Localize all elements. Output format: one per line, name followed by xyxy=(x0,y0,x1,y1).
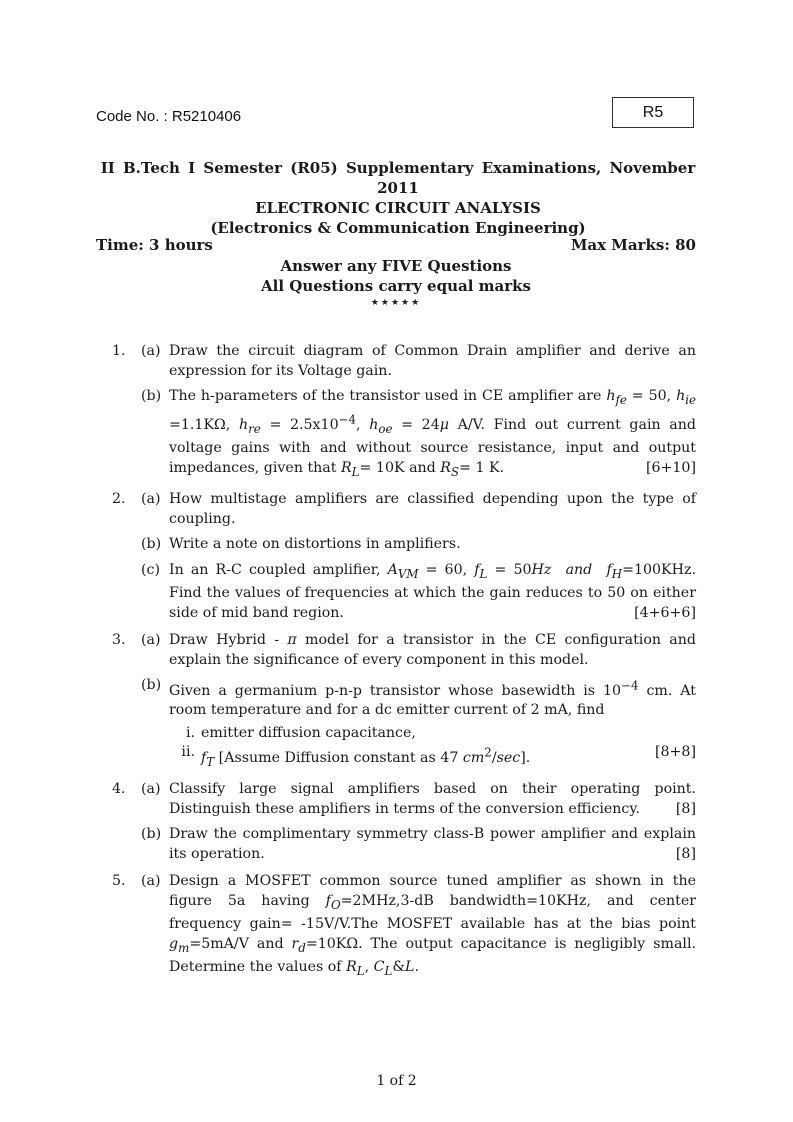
stars-divider: ★★★★★ xyxy=(370,298,422,308)
part-text: How multistage amplifiers are classified depending upon the type of coupling. xyxy=(169,491,696,527)
question-3 xyxy=(112,631,696,772)
marks-label: [8+8] xyxy=(654,744,696,761)
part-text: Draw the complimentary symmetry class-B power amplifier and explain its operation. xyxy=(169,826,696,862)
part-label: (b) xyxy=(141,677,162,694)
marks-label: [4+6+6] xyxy=(634,604,696,621)
page-number: 1 of 2 xyxy=(376,1073,417,1089)
marks-label: [8] xyxy=(675,845,696,862)
part-label: (a) xyxy=(141,781,161,798)
part-text: Draw Hybrid - π model for a transistor in the CE configuration and explain the significance of every component in this model. xyxy=(169,632,696,668)
sub-item xyxy=(177,724,696,744)
question-part xyxy=(112,872,696,981)
part-text: Write a note on distortions in amplifiers. xyxy=(169,536,461,553)
part-label: (a) xyxy=(141,632,161,649)
part-text: In an R-C coupled amplifier, $A_{VM} = 60$, $f_L = 50Hz$ and $f_H=100KHz$. Find the values of frequencies at which the gain reduces to 50 on either side of mid band region. xyxy=(169,561,696,621)
question-part xyxy=(112,535,696,555)
marks-label: [6+10] xyxy=(645,459,696,476)
exam-title: II B.Tech I Semester (R05) Supplementary Examinations, November 2011 xyxy=(100,159,696,197)
instruction-marks: All Questions carry equal marks xyxy=(261,277,531,295)
question-number: 2. xyxy=(112,491,126,508)
question-part xyxy=(112,676,696,772)
question-number: 1. xyxy=(112,343,126,359)
question-part xyxy=(112,825,696,864)
part-label: (a) xyxy=(141,491,161,508)
question-number: 5. xyxy=(112,873,126,890)
code-number: Code No. : R5210406 xyxy=(96,108,242,125)
part-label: (a) xyxy=(141,873,161,890)
question-1 xyxy=(112,342,696,482)
part-text: Given a germanium p-n-p transistor whose basewidth is $10^{-4}$ cm. At room temperature and for a dc emitter current of 2 mA, find xyxy=(169,678,696,719)
part-label: (b) xyxy=(141,536,162,553)
question-number: 3. xyxy=(112,632,126,649)
part-label: (b) xyxy=(141,826,162,843)
subject-title: ELECTRONIC CIRCUIT ANALYSIS xyxy=(255,199,541,217)
questions-list xyxy=(112,342,696,989)
question-2 xyxy=(112,490,696,623)
part-label: (c) xyxy=(141,561,161,578)
part-text: Classify large signal amplifiers based on their operating point. Distinguish these amplifiers in terms of the conversion efficiency. xyxy=(169,781,696,817)
exam-header xyxy=(90,158,706,238)
sub-item xyxy=(177,743,696,772)
max-marks-label: Max Marks: 80 xyxy=(570,236,696,254)
question-number: 4. xyxy=(112,781,126,798)
question-part xyxy=(112,631,696,670)
question-part xyxy=(112,780,696,819)
part-text: The h-parameters of the transistor used in CE amplifier are $h_{fe} = 50$, $h_{ie} =1.1K\Omega$, $h_{re} = 2.5x10^{-4}$, $h_{oe} = 24\mu$ A/V. Find out current gain and voltage gains with and without source resistance, input and output impedances, given that $R_L= 10K$ and $R_S= 1$ K. xyxy=(169,388,696,479)
sub-label: ii. xyxy=(181,744,195,761)
question-part xyxy=(112,490,696,529)
branch-title: (Electronics & Communication Engineering) xyxy=(210,219,586,237)
question-4 xyxy=(112,780,696,864)
part-text: Draw the circuit diagram of Common Drain amplifier and derive an expression for its Voltage gain. xyxy=(169,343,696,379)
instructions xyxy=(90,256,702,310)
question-part xyxy=(112,387,696,482)
instruction-answer: Answer any FIVE Questions xyxy=(280,257,512,275)
question-part xyxy=(112,342,696,381)
sub-text: $f_T$ [Assume Diffusion constant as 47 $cm^2/\sec$]. xyxy=(201,745,531,769)
question-part xyxy=(112,561,696,623)
series-box: R5 xyxy=(612,97,694,128)
part-text: Design a MOSFET common source tuned amplifier as shown in the figure 5a having $f_O=2MHz,3-dB$ bandwidth=10KHz, and center frequency gain= -15V/V.The MOSFET available has at the bias point $g_m=5mA/V$ and $r_d=10K\Omega$. The output capacitance is negligibly small. Determine the values of $R_L$, $C_L\&L$. xyxy=(169,873,697,978)
time-label: Time: 3 hours xyxy=(96,236,213,254)
part-label: (b) xyxy=(141,388,162,404)
question-5 xyxy=(112,872,696,981)
part-label: (a) xyxy=(141,343,161,359)
sub-text: emitter diffusion capacitance, xyxy=(201,724,416,741)
marks-label: [8] xyxy=(675,800,696,817)
sub-label: i. xyxy=(185,724,195,741)
